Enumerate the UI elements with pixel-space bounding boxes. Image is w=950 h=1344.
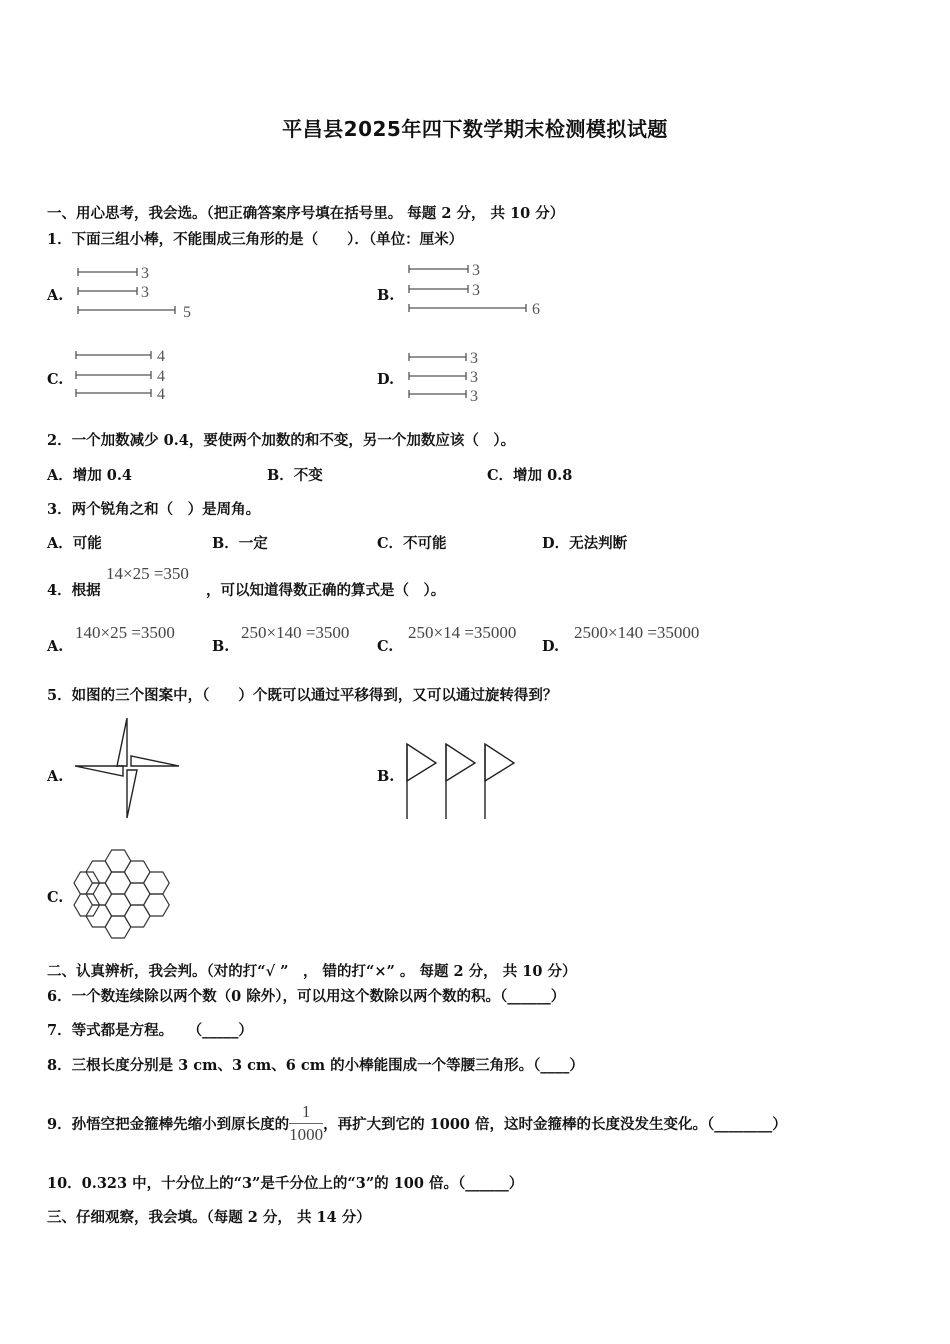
q5-option-a-pinwheel-figure [75, 714, 185, 820]
stick-length-label: 3 [472, 282, 480, 299]
question-9 [47, 1103, 787, 1144]
question-1-text: 1．下面三组小棒，不能围成三角形的是（ ）．（单位：厘米） [47, 231, 464, 248]
stick-length-label: 3 [141, 265, 149, 282]
q4-option-d-expr: 2500×140 =35000 [574, 623, 700, 642]
q5-option-c-label[interactable]: C. [47, 889, 64, 906]
fraction-numerator: 1 [289, 1103, 323, 1124]
question-5-text: 5．如图的三个图案中，（ ）个既可以通过平移得到，又可以通过旋转得到？ [47, 687, 558, 704]
q2-option-a[interactable]: A．增加 0.4 [47, 467, 133, 484]
q1-option-b-label[interactable]: B. [377, 287, 395, 304]
question-6-text: 6．一个数连续除以两个数（0 除外），可以用这个数除以两个数的积。（______） [47, 988, 566, 1005]
question-9-suffix: ，再扩大到它的 1000 倍，这时金箍棒的长度没发生变化。（________） [323, 1116, 787, 1133]
q5-option-b-flags-figure [404, 742, 520, 822]
question-10-text: 10．0.323 中，十分位上的“3”是千分位上的“3”的 100 倍。（______） [47, 1175, 524, 1192]
q1-option-d-sticks [406, 348, 506, 406]
stick-length-label: 3 [472, 262, 480, 279]
stick-length-label: 3 [470, 369, 478, 386]
q2-option-b[interactable]: B．不变 [267, 467, 323, 484]
q4-option-c-expr: 250×14 =35000 [408, 623, 517, 642]
section3-header: 三、仔细观察，我会填。（每题 2 分， 共 14 分） [47, 1209, 371, 1226]
q4-option-b-expr: 250×140 =3500 [241, 623, 350, 642]
q3-option-d[interactable]: D．无法判断 [542, 535, 628, 552]
question-4-suffix: ，可以知道得数正确的算式是（ ）。 [206, 582, 446, 599]
question-7-text: 7．等式都是方程。 （_____） [47, 1022, 253, 1039]
question-4-formula: 14×25 =350 [106, 564, 189, 583]
question-9-fraction [289, 1103, 323, 1144]
question-8-text: 8．三根长度分别是 3 cm、3 cm、6 cm 的小棒能围成一个等腰三角形。（____） [47, 1057, 584, 1074]
q5-option-c-hexagons-figure [74, 848, 170, 942]
stick-length-label: 3 [141, 284, 149, 301]
q2-option-c[interactable]: C．增加 0.8 [487, 467, 573, 484]
stick-length-label: 3 [470, 388, 478, 405]
q4-option-a-label[interactable]: A. [47, 638, 64, 655]
q5-option-b-label[interactable]: B. [377, 768, 395, 785]
question-2-text: 2．一个加数减少 0.4，要使两个加数的和不变，另一个加数应该（ ）。 [47, 432, 516, 449]
page-title: 平昌县2025年四下数学期末检测模拟试题 [282, 117, 668, 141]
q3-option-b[interactable]: B．一定 [212, 535, 268, 552]
question-3-text: 3．两个锐角之和（ ）是周角。 [47, 501, 261, 518]
q3-option-a[interactable]: A．可能 [47, 535, 102, 552]
q1-option-c-label[interactable]: C. [47, 371, 64, 388]
q3-option-c[interactable]: C．不可能 [377, 535, 447, 552]
fraction-denominator: 1000 [289, 1125, 324, 1144]
stick-length-label: 4 [157, 368, 165, 385]
section1-header: 一、用心思考，我会选。（把正确答案序号填在括号里。 每题 2 分， 共 10 分） [47, 205, 565, 222]
q4-option-c-label[interactable]: C. [377, 638, 394, 655]
question-4-prefix: 4．根据 [47, 582, 101, 599]
q1-option-a-sticks [75, 262, 205, 322]
q4-option-d-label[interactable]: D. [542, 638, 560, 655]
section2-header: 二、认真辨析，我会判。（对的打“√ ” ， 错的打“×” 。 每题 2 分， 共 10 分） [47, 963, 577, 980]
stick-length-label: 3 [470, 350, 478, 367]
stick-length-label: 4 [157, 348, 165, 365]
q1-option-a-label[interactable]: A. [47, 287, 64, 304]
q5-option-a-label[interactable]: A. [47, 768, 64, 785]
q1-option-c-sticks [73, 346, 183, 404]
stick-length-label: 6 [532, 301, 540, 318]
stick-length-label: 5 [183, 304, 191, 321]
stick-length-label: 4 [157, 386, 165, 403]
q1-option-b-sticks [406, 260, 556, 320]
q4-option-a-expr: 140×25 =3500 [75, 623, 175, 642]
question-9-prefix: 9．孙悟空把金箍棒先缩小到原长度的 [47, 1116, 290, 1133]
q4-option-b-label[interactable]: B. [212, 638, 230, 655]
q1-option-d-label[interactable]: D. [377, 371, 395, 388]
